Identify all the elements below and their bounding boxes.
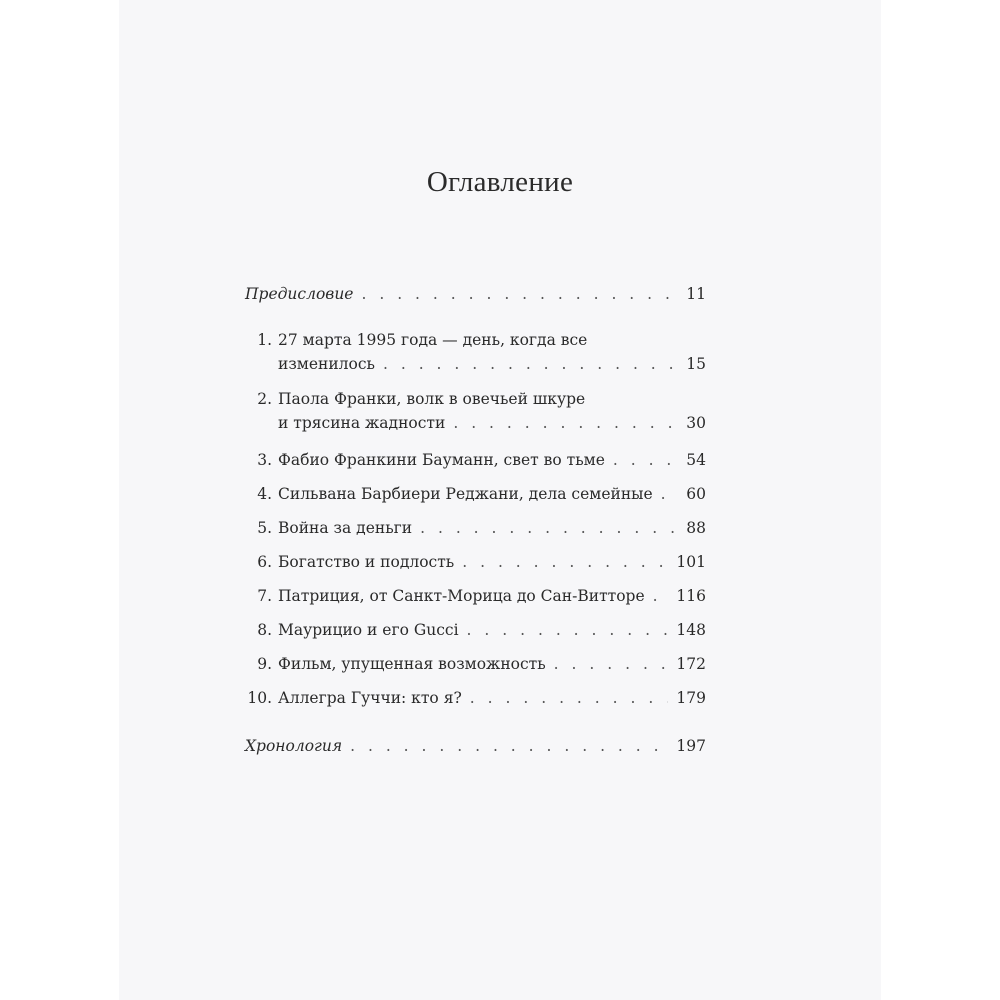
toc-page-number: 15 xyxy=(686,355,706,373)
toc-page-number: 116 xyxy=(676,587,706,605)
chapter-title: Патриция, от Санкт-Морица до Сан-Витторе xyxy=(278,587,645,605)
dot-leader xyxy=(661,484,674,504)
dot-leader xyxy=(453,413,674,433)
chapter-number: 4. xyxy=(257,485,272,503)
toc-page-number: 148 xyxy=(676,621,706,639)
toc-entry-chapter-2 xyxy=(245,389,706,433)
dot-leader xyxy=(383,354,674,374)
chapter-number: 7. xyxy=(257,587,272,605)
toc-page-number: 88 xyxy=(686,519,706,537)
chapter-title: Богатство и подлость xyxy=(278,553,455,571)
chapter-title: Аллегра Гуччи: кто я? xyxy=(278,689,462,707)
chapter-title: Маурицио и его Gucci xyxy=(278,621,459,639)
chapter-title: Фильм, упущенная возможность xyxy=(278,655,546,673)
toc-page-number: 101 xyxy=(676,553,706,571)
dot-leader xyxy=(462,552,668,572)
chapter-number: 10. xyxy=(247,689,272,707)
dot-leader xyxy=(653,586,669,606)
dot-leader xyxy=(420,518,674,538)
toc-entry-chronology xyxy=(245,736,706,756)
toc-entry-chapter-6 xyxy=(245,552,706,572)
toc-page-number: 11 xyxy=(686,285,706,303)
toc-page-number: 179 xyxy=(676,689,706,707)
chapter-title-line-1: Паола Франки, волк в овечьей шкуре xyxy=(278,390,586,408)
toc-entry-chapter-4 xyxy=(245,484,706,504)
book-page xyxy=(119,0,881,1000)
toc-entry-chapter-7 xyxy=(245,586,706,606)
table-of-contents xyxy=(119,0,881,1000)
toc-page-number: 197 xyxy=(676,737,706,755)
dot-leader xyxy=(470,688,669,708)
page-title: Оглавление xyxy=(426,166,574,198)
toc-entry-label: Хронология xyxy=(245,737,343,755)
dot-leader xyxy=(350,736,668,756)
toc-entry-chapter-10 xyxy=(245,688,706,708)
dot-leader xyxy=(613,450,674,470)
chapter-number: 8. xyxy=(257,621,272,639)
chapter-title-line-2: изменилось xyxy=(278,355,375,373)
chapter-number: 1. xyxy=(257,331,272,349)
toc-entry-chapter-3 xyxy=(245,450,706,470)
toc-page-number: 30 xyxy=(686,414,706,432)
chapter-number: 6. xyxy=(257,553,272,571)
toc-entry-chapter-5 xyxy=(245,518,706,538)
toc-entry-preface xyxy=(245,284,706,304)
chapter-title-line-2: и трясина жадности xyxy=(278,414,446,432)
chapter-title: Война за деньги xyxy=(278,519,413,537)
toc-entry-label: Предисловие xyxy=(245,285,354,303)
chapter-title: Сильвана Барбиери Реджани, дела семейные xyxy=(278,485,653,503)
toc-entry-chapter-8 xyxy=(245,620,706,640)
dot-leader xyxy=(554,654,669,674)
toc-entry-chapter-1 xyxy=(245,330,706,374)
toc-page-number: 54 xyxy=(686,451,706,469)
chapter-number: 2. xyxy=(257,390,272,408)
chapter-number: 5. xyxy=(257,519,272,537)
toc-page-number: 60 xyxy=(686,485,706,503)
chapter-number: 9. xyxy=(257,655,272,673)
chapter-title-line-1: 27 марта 1995 года — день, когда все xyxy=(278,331,588,349)
toc-page-number: 172 xyxy=(676,655,706,673)
dot-leader xyxy=(361,284,674,304)
chapter-number: 3. xyxy=(257,451,272,469)
dot-leader xyxy=(467,620,669,640)
chapter-title: Фабио Франкини Бауманн, свет во тьме xyxy=(278,451,605,469)
toc-entry-chapter-9 xyxy=(245,654,706,674)
